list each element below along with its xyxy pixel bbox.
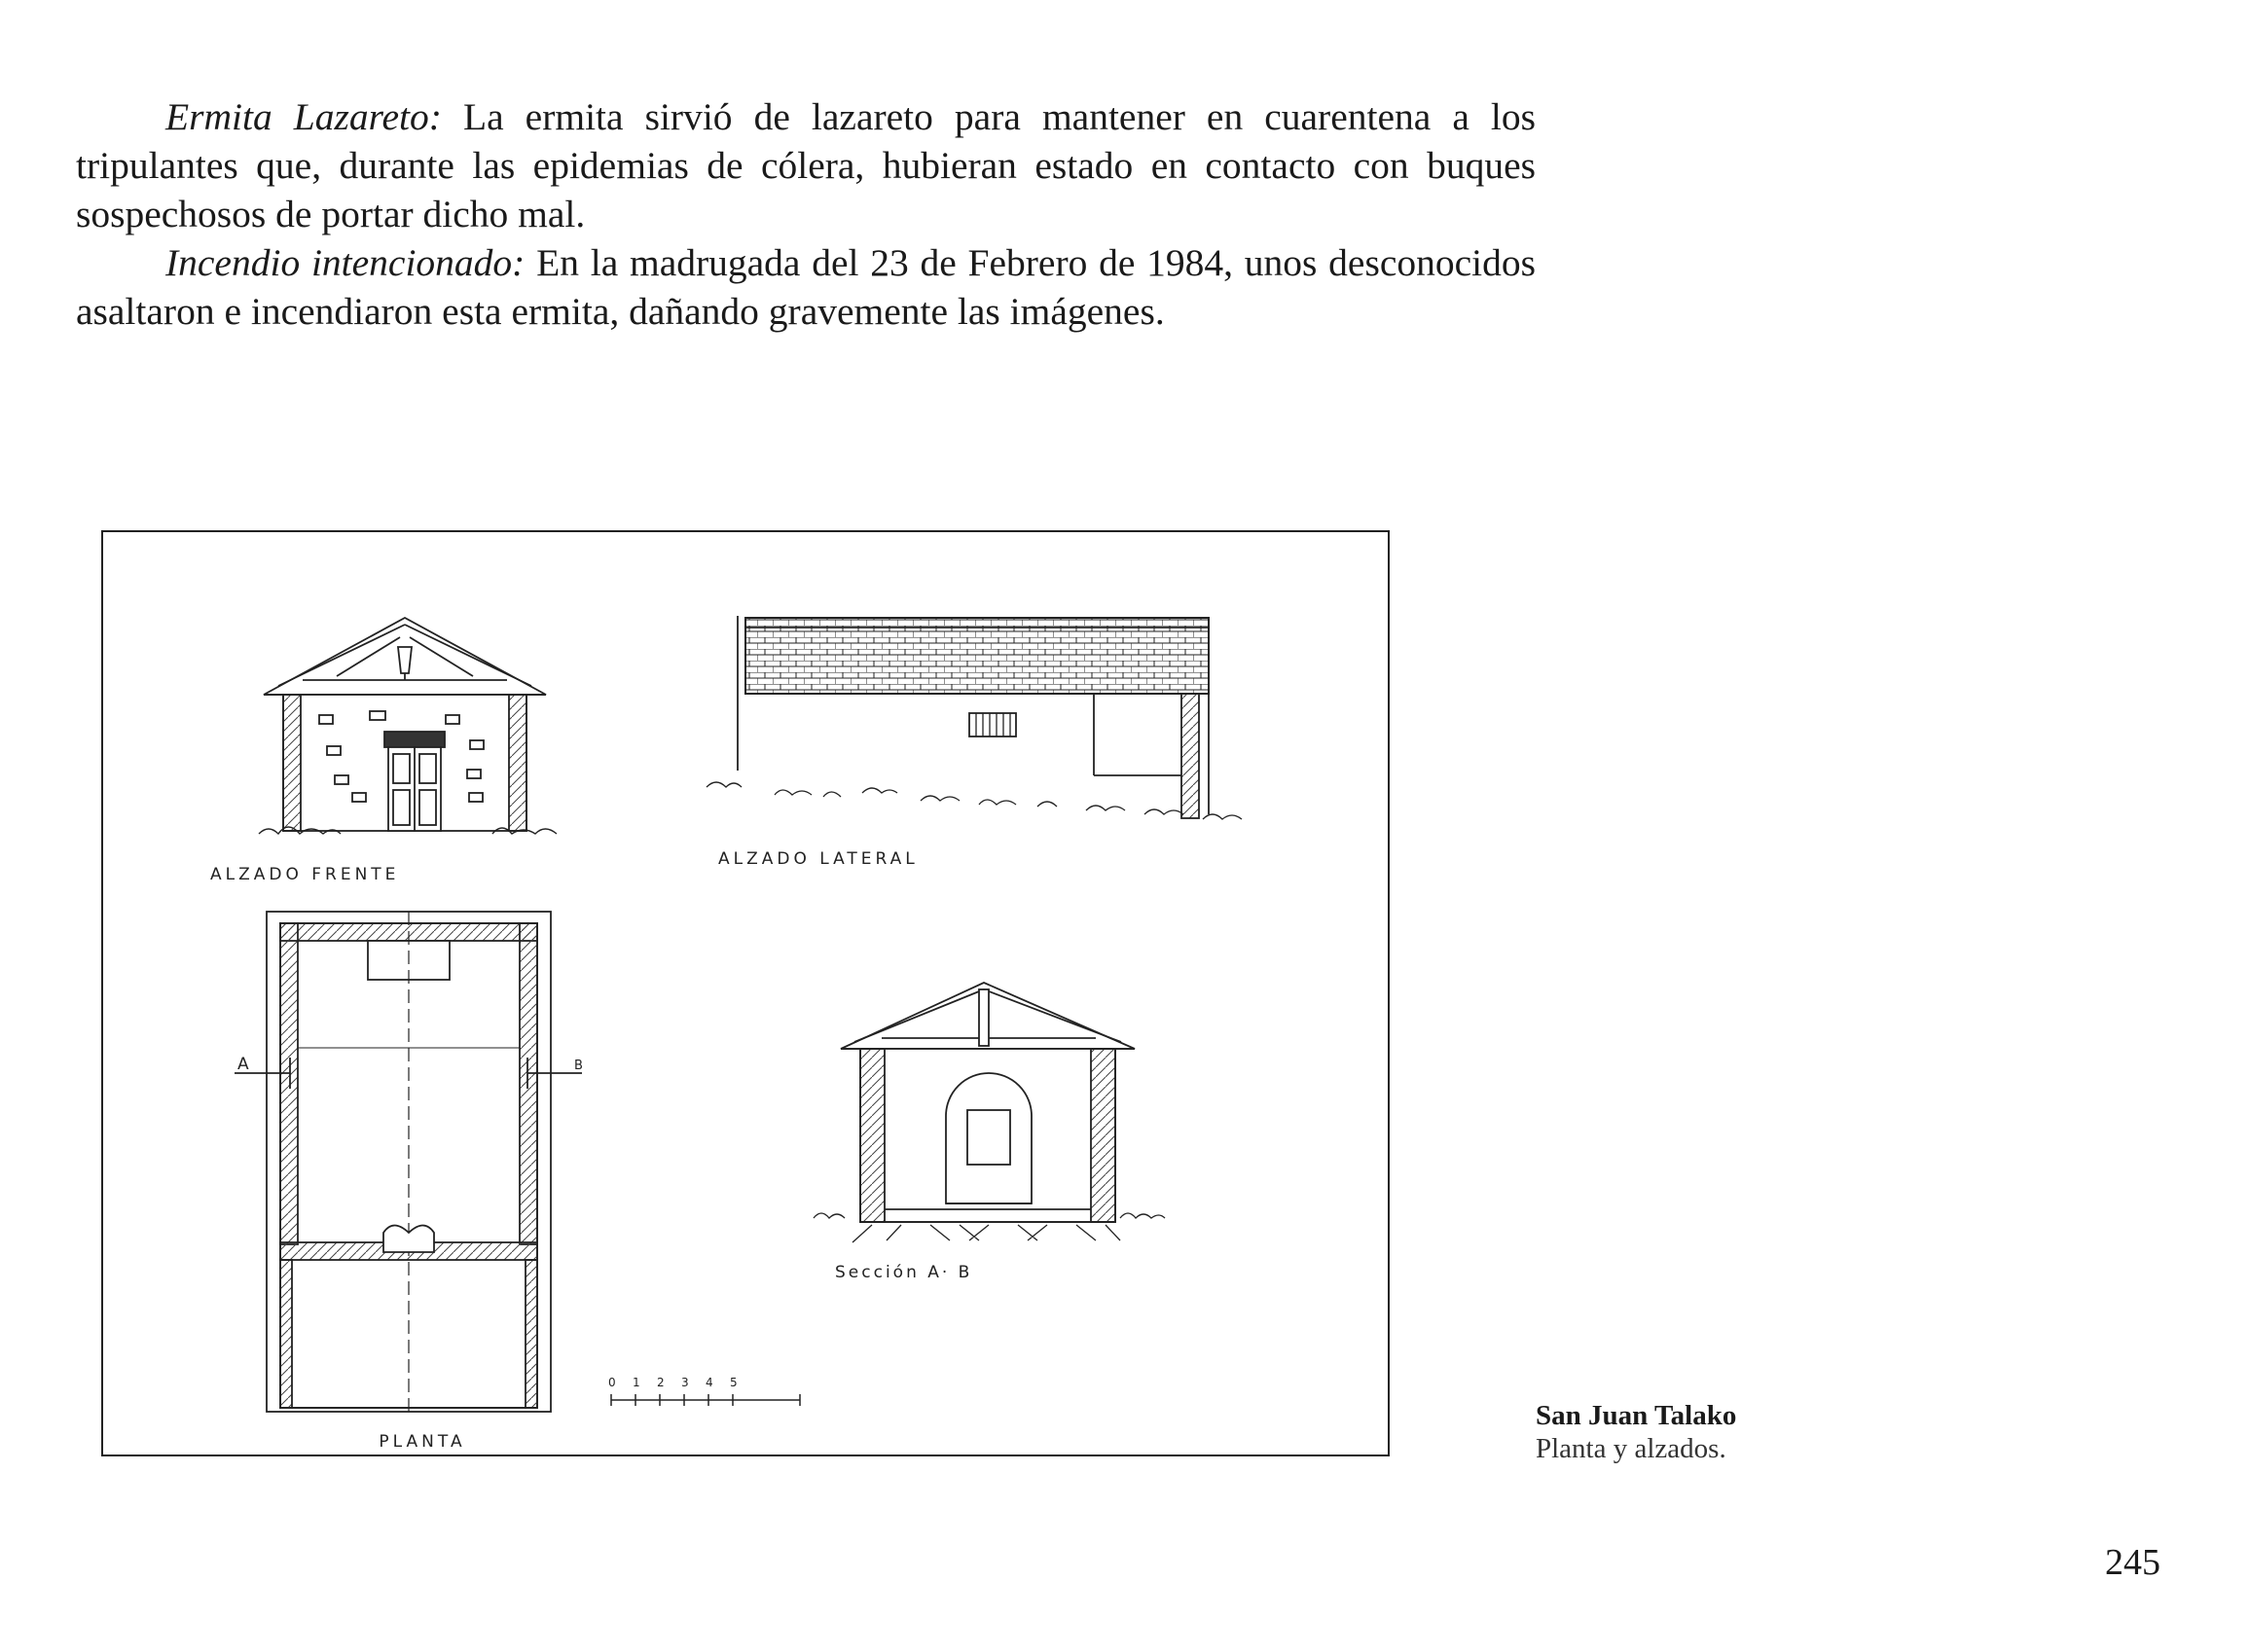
paragraph-text: En la madrugada del 23 de Febrero de 1984, unos desconocidos asaltaron e incendiaron esta ermita, dañando gravemente las imágenes.: [76, 241, 1536, 333]
page-number: 245: [2105, 1542, 2160, 1583]
label-planta: PLANTA: [379, 1432, 466, 1452]
front-elevation: [259, 618, 557, 834]
scale-tick: 4: [706, 1376, 713, 1389]
paragraph-text: La ermita sirvió de lazareto para mantener en cuarentena a los tripulantes que, durante las epidemias de cólera, hubieran estado en contacto con buques sospechosos de portar dicho mal.: [76, 95, 1536, 235]
paragraph-lazareto: [76, 92, 1536, 238]
floor-plan: [235, 912, 582, 1412]
label-cut-a: A: [237, 1055, 249, 1074]
scale-tick: 5: [730, 1376, 738, 1389]
figure-caption: [1536, 1399, 2022, 1465]
label-cut-b: B: [574, 1059, 583, 1073]
architectural-drawing-plate: [101, 530, 1390, 1456]
paragraph-heading: Incendio intencionado:: [165, 241, 526, 284]
label-alzado-lateral: ALZADO LATERAL: [718, 849, 919, 869]
paragraph-incendio: [76, 238, 1536, 336]
caption-subtitle: Planta y alzados.: [1536, 1433, 1726, 1464]
label-alzado-frente: ALZADO FRENTE: [210, 865, 400, 884]
caption-title: San Juan Talako: [1536, 1400, 1737, 1431]
scale-tick: 3: [681, 1376, 689, 1389]
section-ab: [814, 983, 1165, 1242]
scale-tick: 0: [608, 1376, 616, 1389]
scale-bar: [611, 1394, 800, 1406]
side-elevation: [707, 616, 1242, 819]
scale-tick: 1: [633, 1376, 640, 1389]
body-text: [76, 92, 1536, 336]
scale-tick: 2: [657, 1376, 665, 1389]
paragraph-heading: Ermita Lazareto:: [165, 95, 442, 138]
scale-ticks: [608, 1376, 738, 1389]
label-seccion: Sección A· B: [835, 1263, 973, 1282]
drawing-canvas: [103, 532, 1392, 1458]
